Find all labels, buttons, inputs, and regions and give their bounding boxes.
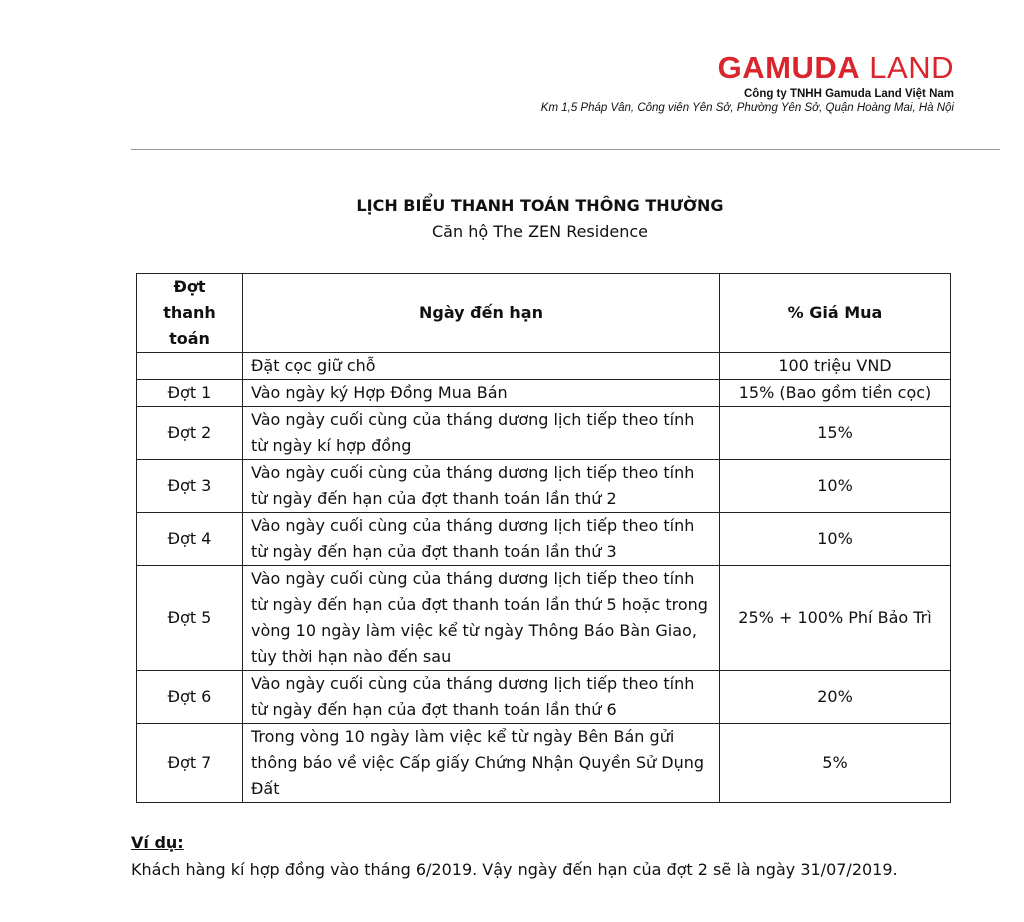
cell-dot: Đợt 5 (137, 566, 243, 671)
cell-gia: 10% (720, 460, 951, 513)
page-title: LỊCH BIỂU THANH TOÁN THÔNG THƯỜNG (356, 196, 724, 215)
cell-ngay: Vào ngày cuối cùng của tháng dương lịch tiếp theo tính từ ngày kí hợp đồng (243, 407, 720, 460)
cell-ngay: Đặt cọc giữ chỗ (243, 353, 720, 380)
cell-gia: 15% (720, 407, 951, 460)
table-row (137, 460, 951, 513)
cell-ngay: Vào ngày cuối cùng của tháng dương lịch tiếp theo tính từ ngày đến hạn của đợt thanh toán lần thứ 2 (243, 460, 720, 513)
logo-bold: GAMUDA (717, 50, 861, 85)
gamuda-land-logo (718, 50, 954, 86)
cell-ngay: Vào ngày cuối cùng của tháng dương lịch tiếp theo tính từ ngày đến hạn của đợt thanh toán lần thứ 5 hoặc trong vòng 10 ngày làm việc kể từ ngày Thông Báo Bàn Giao, tùy thời hạn nào đến sau (243, 566, 720, 671)
cell-gia: 20% (720, 671, 951, 724)
header-divider (131, 149, 1000, 150)
table-row (137, 353, 951, 380)
table-row (137, 407, 951, 460)
company-address: Km 1,5 Pháp Vân, Công viên Yên Sở, Phường Yên Sở, Quận Hoàng Mai, Hà Nội (540, 102, 954, 114)
cell-dot: Đợt 7 (137, 724, 243, 803)
cell-gia: 10% (720, 513, 951, 566)
cell-gia: 100 triệu VND (720, 353, 951, 380)
header-dot: Đợt thanh toán (137, 274, 243, 353)
example-text: Khách hàng kí hợp đồng vào tháng 6/2019. Vậy ngày đến hạn của đợt 2 sẽ là ngày 31/07/2019. (131, 860, 898, 879)
cell-ngay: Vào ngày cuối cùng của tháng dương lịch tiếp theo tính từ ngày đến hạn của đợt thanh toán lần thứ 6 (243, 671, 720, 724)
cell-gia: 5% (720, 724, 951, 803)
company-name: Công ty TNHH Gamuda Land Việt Nam (743, 88, 954, 100)
cell-dot (137, 353, 243, 380)
example-title: Ví dụ: (131, 833, 184, 852)
cell-dot: Đợt 3 (137, 460, 243, 513)
cell-ngay: Vào ngày cuối cùng của tháng dương lịch tiếp theo tính từ ngày đến hạn của đợt thanh toán lần thứ 3 (243, 513, 720, 566)
table-header-row (137, 274, 951, 353)
table-row (137, 380, 951, 407)
header-ngay: Ngày đến hạn (243, 274, 720, 353)
cell-dot: Đợt 4 (137, 513, 243, 566)
table-row (137, 724, 951, 803)
cell-dot: Đợt 6 (137, 671, 243, 724)
cell-ngay: Trong vòng 10 ngày làm việc kể từ ngày Bên Bán gửi thông báo về việc Cấp giấy Chứng Nhận Quyền Sử Dụng Đất (243, 724, 720, 803)
cell-dot: Đợt 2 (137, 407, 243, 460)
cell-gia: 15% (Bao gồm tiền cọc) (720, 380, 951, 407)
cell-ngay: Vào ngày ký Hợp Đồng Mua Bán (243, 380, 720, 407)
table-row (137, 513, 951, 566)
cell-gia: 25% + 100% Phí Bảo Trì (720, 566, 951, 671)
table-row (137, 671, 951, 724)
logo-light: LAND (869, 50, 954, 85)
payment-schedule-table (136, 273, 951, 803)
page-subtitle: Căn hộ The ZEN Residence (432, 222, 648, 241)
header-gia: % Giá Mua (720, 274, 951, 353)
table-row (137, 566, 951, 671)
cell-dot: Đợt 1 (137, 380, 243, 407)
